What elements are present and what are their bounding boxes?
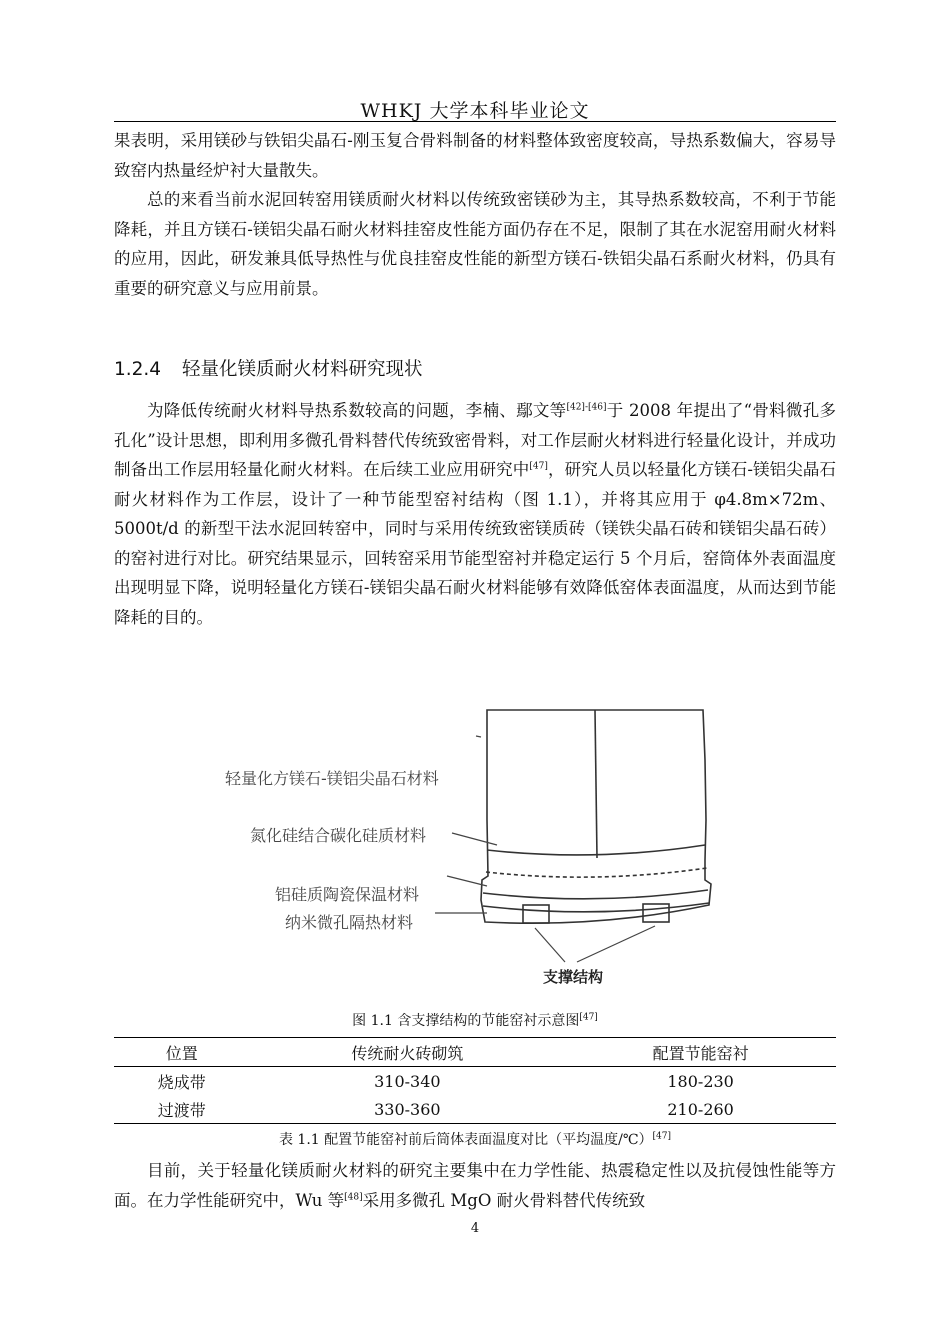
nano-layer-boundary <box>483 903 709 912</box>
work-layer-boundary <box>487 845 705 855</box>
citation: [47] <box>652 1131 672 1142</box>
table-row <box>114 1067 836 1096</box>
leader-line <box>577 926 655 962</box>
citation: [48] <box>344 1192 363 1202</box>
column-header: 传统耐火砖砌筑 <box>249 1038 565 1067</box>
table-cell: 210-260 <box>565 1095 836 1124</box>
label-support: 支撑结构 <box>543 968 604 986</box>
caption-text: 表 1.1 配置节能窑衬前后筒体表面温度对比（平均温度/℃） <box>278 1132 653 1148</box>
page-header: WHKJ 大学本科毕业论文 <box>360 100 590 122</box>
section-heading <box>114 355 423 381</box>
paragraph-text: 总的来看当前水泥回转窑用镁质耐火材料以传统致密镁砂为主，其导热系数较高，不利于节能降耗，并且方镁石-镁铝尖晶石耐火材料挂窑皮性能方面仍存在不足，限制了其在水泥窑用耐火材料的应用，因此，研发兼具低导热性与优良挂窑皮性能的新型方镁石-铁铝尖晶石系耐火材料，仍具有重要的研究意义与应用前景。 <box>114 190 836 298</box>
support-block-left <box>523 905 549 923</box>
label-ceramic-layer: 铝硅质陶瓷保温材料 <box>275 885 420 904</box>
leader-line <box>452 833 497 845</box>
table-cell: 180-230 <box>667 1071 734 1091</box>
text-run: ，研究人员以轻量化方镁石-镁铝尖晶石耐火材料作为工作层，设计了一种节能型窑衬结构（图 1.1），并将其应用于 φ4.8m×72m、5000t/d 的新型干法水泥回转窑中，同时与采用传统致密镁质砖（镁铁尖晶石砖和镁铝尖晶石砖）的窑衬进行对比。研究结果显示，回转窑采用节能型窑衬并稳定运行 5 个月后，窑筒体外表面温度出现明显下降，说明轻量化方镁石-镁铝尖晶石耐火材料能够有效降低窑体表面温度，从而达到节能降耗的目的。 <box>114 460 837 627</box>
leader-line <box>447 876 487 886</box>
caption-text: 图 1.1 含支撑结构的节能窑衬示意图 <box>352 1013 580 1029</box>
paragraph-text <box>114 396 836 632</box>
section-title: 轻量化镁质耐火材料研究现状 <box>182 359 423 380</box>
text-run: 为降低传统耐火材料导热系数较高的问题，李楠、鄢文等 <box>147 401 567 420</box>
table-row <box>114 1095 836 1124</box>
kiln-lining-figure <box>205 700 745 1000</box>
paragraph-summary <box>114 185 836 303</box>
leader-line <box>535 928 565 962</box>
table-caption <box>114 1129 836 1149</box>
kiln-lining-diagram <box>205 700 745 1000</box>
text-run: 目前，关于轻量化镁质耐火材料的研究主要集中在力学性能、热震稳定性以及抗侵蚀性能等方面。在力学性能研究中，Wu 等 <box>114 1161 836 1210</box>
section-number: 1.2.4 <box>114 359 162 380</box>
label-nano-layer: 纳米微孔隔热材料 <box>285 913 414 932</box>
text-run: 采用多微孔 MgO 耐火骨料替代传统致 <box>362 1190 646 1210</box>
brick-joint <box>595 710 597 858</box>
label-work-layer: 轻量化方镁石-镁铝尖晶石材料 <box>225 769 439 788</box>
paragraph-text: 果表明，采用镁砂与铁铝尖晶石-刚玉复合骨料制备的材料整体致密度较高，导热系数偏大，容易导致窑内热量经炉衬大量散失。 <box>114 131 836 180</box>
tick-mark <box>476 736 481 737</box>
label-sic-layer: 氮化硅结合碳化硅质材料 <box>250 826 427 845</box>
sic-dashed-line <box>486 868 707 877</box>
page-number: 4 <box>470 1221 480 1236</box>
citation: [47] <box>579 1012 598 1023</box>
header-rule <box>114 121 836 122</box>
column-header: 位置 <box>114 1038 249 1067</box>
table-cell: 310-340 <box>374 1071 441 1091</box>
table-cell: 过渡带 <box>114 1095 249 1124</box>
citation: [42]-[46] <box>566 402 607 413</box>
citation: [47] <box>529 461 548 472</box>
ceramic-layer-boundary <box>483 890 708 899</box>
paragraph-lightweight <box>114 396 836 632</box>
column-header: 配置节能窑衬 <box>565 1038 836 1067</box>
paragraph-continuation <box>114 126 836 185</box>
table-cell: 烧成带 <box>157 1072 206 1092</box>
temperature-table <box>114 1037 836 1124</box>
text-run: 于 2008 年提出了“骨料微孔多孔化”设计思想，即利用多微孔骨料替代传统致密骨料，对工作层耐火材料进行轻量化设计，并成功制备出工作层用轻量化耐火材料。在后续工业应用研究中 <box>114 401 837 479</box>
paragraph-current-research <box>114 1156 836 1215</box>
table-cell: 330-360 <box>249 1095 565 1124</box>
figure-caption <box>114 1010 836 1030</box>
paragraph-text <box>114 1156 836 1215</box>
table-header-row <box>114 1038 836 1067</box>
